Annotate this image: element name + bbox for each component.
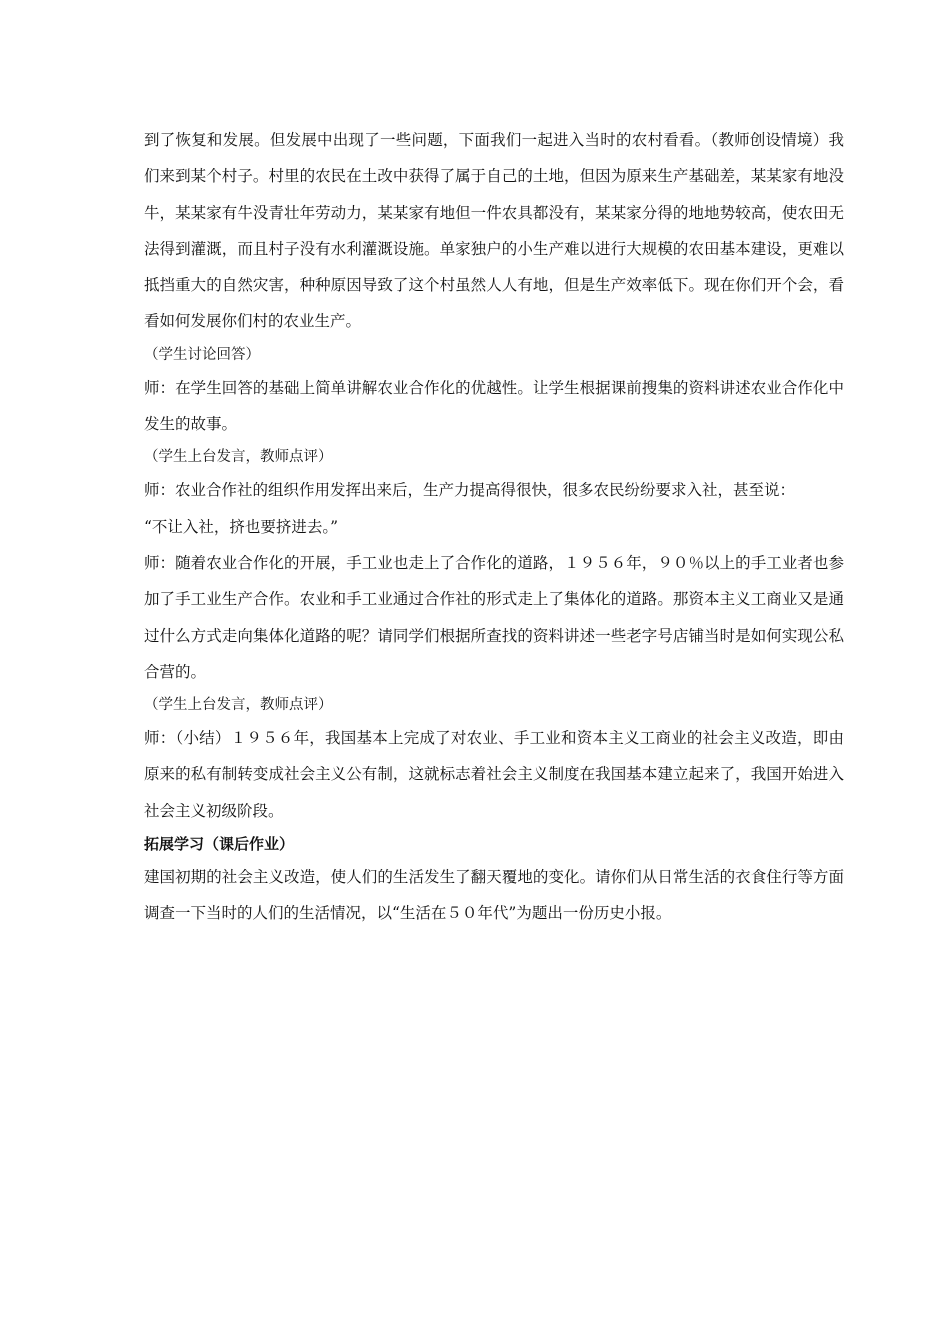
section-heading-extension: 拓展学习（课后作业）	[144, 835, 295, 854]
note-student-discussion: （学生讨论回答）	[144, 346, 260, 363]
paragraph-homework: 建国初期的社会主义改造，使人们的生活发生了翻天覆地的变化。请你们从日常生活的衣食住行等方面调查一下当时的人们的生活情况，以“生活在５０年代”为题出一份历史小报。	[144, 868, 844, 923]
paragraph-cooperative-effect: 师：农业合作社的组织作用发挥出来后，生产力提高得很快，很多农民纷纷要求入社，甚至说：	[144, 481, 796, 500]
quote-farmers: “不让入社，挤也要挤进去。”	[144, 517, 339, 536]
note-student-presentation-1: （学生上台发言，教师点评）	[144, 449, 333, 466]
document-body	[144, 122, 844, 932]
paragraph-village-scenario: 到了恢复和发展。但发展中出现了一些问题，下面我们一起进入当时的农村看看。（教师创设情境）我们来到某个村子。村里的农民在土改中获得了属于自己的土地，但因为原来生产基础差，某某家有地没牛，某某家有牛没青壮年劳动力，某某家有地但一件农具都没有，某某家分得的地地势较高，使农田无法得到灌溉，而且村子没有水利灌溉设施。单家独户的小生产难以进行大规模的农田基本建设，更难以抵挡重大的自然灾害，种种原因导致了这个村虽然人人有地，但是生产效率低下。现在你们开个会，看看如何发展你们村的农业生产。	[144, 131, 844, 331]
paragraph-handicraft-cooperation: 师：随着农业合作化的开展，手工业也走上了合作化的道路，１９５６年，９０％以上的手工业者也参加了手工业生产合作。农业和手工业通过合作社的形式走上了集体化的道路。那资本主义工商业又是通过什么方式走向集体化道路的呢？请同学们根据所查找的资料讲述一些老字号店铺当时是如何实现公私合营的。	[144, 553, 844, 681]
note-student-presentation-2: （学生上台发言，教师点评）	[144, 697, 333, 714]
paragraph-cooperative-advantages: 师：在学生回答的基础上简单讲解农业合作化的优越性。让学生根据课前搜集的资料讲述农业合作化中发生的故事。	[144, 378, 844, 434]
paragraph-summary: 师：（小结）１９５６年，我国基本上完成了对农业、手工业和资本主义工商业的社会主义改造，即由原来的私有制转变成社会主义公有制，这就标志着社会主义制度在我国基本建立起来了，我国开始进入社会主义初级阶段。	[144, 729, 844, 820]
